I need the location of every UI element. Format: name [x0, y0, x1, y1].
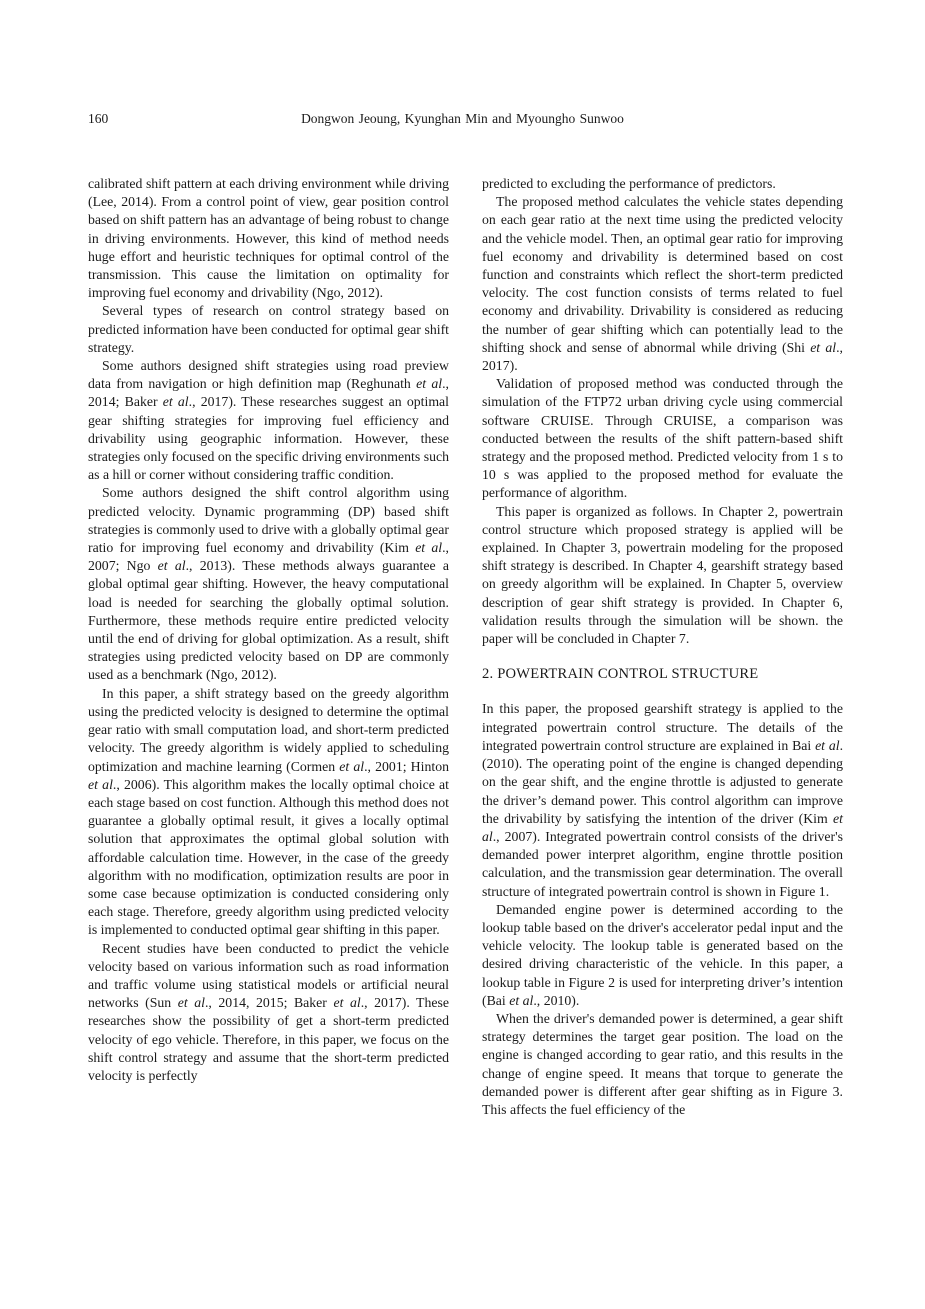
page-number: 160 — [88, 111, 109, 126]
paragraph: When the driver's demanded power is determined, a gear shift strategy determines the target gear position. The load on the engine is changed according to gear ratio, and this results in the change of engine speed. It means that torque to generate the demanded power is different after gear shifting as in Figure 3. This affects the fuel efficiency of the — [482, 1010, 843, 1117]
paragraph: Some authors designed shift strategies using road preview data from navigation or high definition map (Reghunath et al., 2014; Baker et al., 2017). These researches suggest an optimal gear shifting strategies for improving fuel efficiency and drivability using geographic information. However, these strategies only focused on the specific driving environments such as a hill or corner without considering traffic condition. — [88, 358, 450, 483]
paragraph: calibrated shift pattern at each driving environment while driving (Lee, 2014). From a control point of view, gear position control based on shift pattern has an advantage of being robust to change in driving environments. However, this kind of method needs huge effort and heuristic techniques for optimal control of the transmission. This cause the limitation on optimality for improving fuel economy and drivability (Ngo, 2012). — [88, 176, 449, 301]
paragraph: predicted to excluding the performance of predictors. — [482, 176, 776, 191]
section-heading: 2. POWERTRAIN CONTROL STRUCTURE — [482, 666, 759, 683]
two-column-body — [88, 175, 843, 1119]
paragraph: Validation of proposed method was conducted through the simulation of the FTP72 urban driving cycle using commercial software CRUISE. Through CRUISE, a comparison was conducted between the results of the shift pattern-based shift strategy and the proposed method. Predicted velocity from 1 s to 10 s was applied to the proposed method for evaluate the performance of algorithm. — [482, 376, 843, 501]
paragraph: This paper is organized as follows. In Chapter 2, powertrain control structure which proposed strategy is applied will be explained. In Chapter 3, powertrain modeling for the proposed shift strategy is described. In Chapter 4, gearshift strategy based on greedy algorithm will be explained. In Chapter 5, overview description of gear shift strategy is provided. In Chapter 6, validation results through the simulation will be shown. the paper will be concluded in Chapter 7. — [482, 503, 843, 647]
paragraph: The proposed method calculates the vehicle states depending on each gear ratio at the next time using the predicted velocity and the vehicle model. Then, an optimal gear ratio for improving fuel economy and drivability is determined based on cost function and constraints which reflect the short-term predicted velocity. The cost function consists of terms related to fuel economy and drivability. Drivability is considered as reducing the number of gear shifting which can potentially lead to the shifting shock and sense of abnormal while driving (Shi et al., 2017). — [482, 194, 843, 374]
right-column — [482, 175, 843, 1119]
paragraph: Demanded engine power is determined according to the lookup table based on the driver's accelerator pedal input and the vehicle velocity. The lookup table is generated based on the desired driving characteristic of the vehicle. In this paper, a lookup table in Figure 2 is used for interpreting driver’s intention (Bai et al., 2010). — [482, 901, 843, 1008]
running-head-authors: Dongwon Jeoung, Kyunghan Min and Myoungho Sunwoo — [301, 111, 624, 126]
paragraph: Recent studies have been conducted to predict the vehicle velocity based on various information such as road information and traffic volume using statistical models or artificial neural networks (Sun et al., 2014, 2015; Baker et al., 2017). These researches show the possibility of get a short-term predicted velocity of ego vehicle. Therefore, in this paper, we focus on the shift control strategy and assume that the short-term predicted velocity is perfectly — [88, 940, 449, 1083]
left-column — [88, 175, 449, 1119]
paragraph: Some authors designed the shift control algorithm using predicted velocity. Dynamic programming (DP) based shift strategies is commonly used to drive with a globally optimal gear ratio for improving fuel economy and drivability (Kim et al., 2007; Ngo et al., 2013). These methods always guarantee a global optimal gear shifting. However, the heavy computational load is needed for searching the globally optimal solution. Furthermore, these methods require entire predicted velocity until the end of driving for global optimization. As a result, shift strategies using predicted velocity based on DP are commonly used as a benchmark (Ngo, 2012). — [88, 485, 450, 683]
paragraph: Several types of research on control strategy based on predicted information have been conducted for optimal gear shift strategy. — [88, 303, 449, 355]
paragraph: In this paper, the proposed gearshift strategy is applied to the integrated powertrain control structure. The details of the integrated powertrain control structure are explained in Bai et al. (2010). The operating point of the engine is changed depending on the gear shift, and the engine throttle is adjusted to generate the driver’s demand power. This control algorithm can improve the drivability by satisfying the intention of the driver (Kim et al., 2007). Integrated powertrain control consists of the driver's demanded power interpret algorithm, engine throttle position calculation, and the transmission gear determination. The overall structure of integrated powertrain control is shown in Figure 1. — [482, 701, 844, 899]
paragraph: In this paper, a shift strategy based on the greedy algorithm using the predicted velocity is designed to determine the optimal gear ratio with small computation load, and short-term predicted velocity. The greedy algorithm is widely applied to scheduling optimization and machine learning (Cormen et al., 2001; Hinton et al., 2006). This algorithm makes the locally optimal choice at each stage based on cost function. Although this method does not guarantee a globally optimal result, it gives a locally optimal solution that approximates the optimal global solution with affordable calculation time. However, in the case of the greedy algorithm with no modification, optimization results are poor in some case because optimization is conducted considering only each stage. Therefore, greedy algorithm using predicted velocity is implemented to conducted optimal gear shifting in this paper. — [88, 685, 449, 938]
